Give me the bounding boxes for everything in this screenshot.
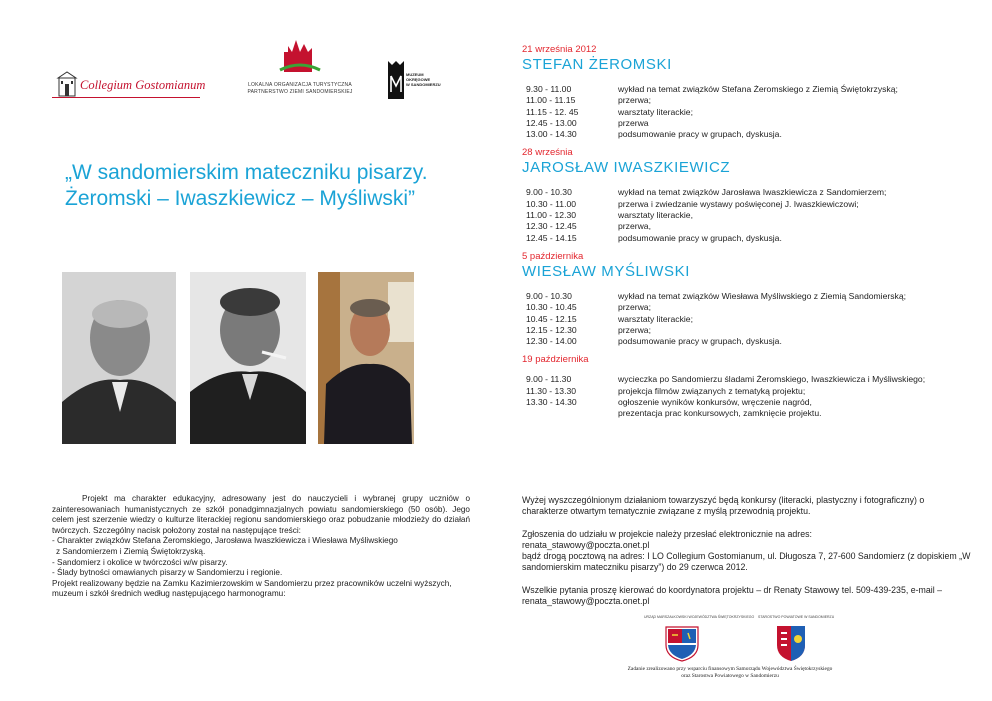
project-description	[52, 494, 470, 600]
museum-logo	[387, 60, 457, 100]
row-desc: przerwa,	[618, 221, 651, 232]
row-desc: warsztaty literackie;	[618, 313, 693, 324]
row-desc: przerwa;	[618, 324, 651, 335]
schedule-row	[522, 386, 972, 397]
portrait-iwaszkiewicz	[190, 272, 306, 444]
description-intro: Projekt ma charakter edukacyjny, adresowany jest do nauczycieli i wybranej grupy uczniów o zainteresowaniach humanistycznych ze szkół ponadgimnazjalnych powiatu sandomierskiego (50 osób). Jego celem jest szerzenie wiedzy o kulturze literackiej regionu sandomierskiego oraz pobudzanie młodzieży do działań twórczych. Szczególny nacisk położony został na następujące treści:	[52, 494, 470, 535]
schedule-row	[522, 233, 972, 244]
schedule-row	[522, 336, 972, 347]
schedule-row	[522, 397, 972, 408]
funding-note	[580, 666, 880, 680]
row-desc: wykład na temat związków Stefana Żeromskiego z Ziemią Świętokrzyską;	[618, 84, 898, 94]
row-time: 9.00 - 10.30	[526, 187, 572, 198]
row-desc: prezentacja prac konkursowych, zamknięcie projektu.	[618, 408, 822, 419]
row-desc: podsumowanie pracy w grupach, dyskusja.	[618, 129, 782, 140]
schedule-row	[522, 291, 972, 302]
row-time: 11.30 - 13.30	[526, 385, 577, 396]
schedule-row	[522, 95, 972, 106]
title-line-2: Żeromski – Iwaszkiewicz – Myśliwski”	[65, 187, 416, 210]
row-time: 11.00 - 12.30	[526, 210, 577, 221]
crest-caption-1: URZĄD MARSZAŁKOWSKI WOJEWÓDZTWA ŚWIĘTOKRZYSKIEGO	[644, 615, 755, 619]
portrait-mysliwski	[318, 272, 414, 444]
schedule-row	[522, 210, 972, 221]
row-desc: warsztaty literackie;	[618, 106, 693, 117]
page-title	[65, 160, 485, 212]
museum-line-1: MUZEUM	[406, 72, 424, 77]
row-desc: projekcja filmów związanych z tematyką projektu;	[618, 385, 806, 396]
description-bullet-1a: - Charakter związków Stefana Żeromskiego, Jarosława Iwaszkiewicza i Wiesława Myśliwskiego	[52, 536, 398, 546]
row-desc: wykład na temat związków Jarosława Iwaszkiewicza z Sandomierzem;	[618, 187, 887, 198]
schedule-row	[522, 107, 972, 118]
collegium-logo-text: Collegium Gostomianum	[80, 78, 206, 92]
info-applications	[522, 529, 972, 574]
funding-line-2: oraz Starostwa Powiatowego w Sandomierzu	[681, 673, 779, 679]
museum-text	[406, 72, 441, 87]
info-competitions: Wyżej wyszczególnionym działaniom towarzyszyć będą konkursy (literacki, plastyczny i fotograficzny) o charakterze otwartym tematycznie związane z myślą przewodnią projektu.	[522, 495, 925, 517]
castle-icon	[278, 36, 322, 76]
schedule-row	[522, 374, 972, 385]
lot-caption-1: LOKALNA ORGANIZACJA TURYSTYCZNA	[248, 82, 352, 88]
row-time: 13.30 - 14.30	[526, 397, 577, 408]
day-date: 5 października	[522, 250, 584, 262]
schedule-row	[522, 118, 972, 129]
day-date: 21 września 2012	[522, 44, 597, 55]
row-desc: przerwa	[618, 117, 649, 128]
row-time: 9.00 - 11.30	[526, 374, 572, 385]
day-author: STEFAN ŻEROMSKI	[522, 56, 672, 73]
row-desc: przerwa;	[618, 302, 651, 313]
description-bullet-3: - Ślady bytności omawianych pisarzy w Sandomierzu i regionie.	[52, 568, 283, 578]
row-time: 11.15 - 12. 45	[526, 106, 579, 117]
collegium-gostomianum-logo	[52, 70, 206, 104]
info-contact: Wszelkie pytania proszę kierować do koordynatora projektu – dr Renaty Stawowy tel. 509-439-235, e-mail – renata_stawowy@poczta.onet.pl	[522, 584, 943, 607]
row-desc: podsumowanie pracy w grupach, dyskusja.	[618, 336, 782, 347]
title-line-1: „W sandomierskim mateczniku pisarzy.	[65, 161, 428, 184]
funding-line-1: Zadanie zrealizowano przy wsparciu finansowym Samorządu Województwa Świętokrzyskiego	[627, 666, 833, 672]
schedule-day	[522, 251, 972, 347]
voivodeship-crest-icon	[662, 623, 702, 663]
row-desc: przerwa;	[618, 95, 651, 106]
row-time: 12.30 - 14.00	[526, 336, 577, 347]
row-time	[522, 408, 618, 419]
day-date: 28 września	[522, 147, 573, 159]
row-time: 9.30 - 11.00	[526, 84, 572, 94]
lot-caption-2: PARTNERSTWO ZIEMI SANDOMIERSKIEJ	[247, 89, 353, 95]
row-desc: warsztaty literackie,	[618, 210, 693, 221]
row-time: 10.30 - 10.45	[526, 302, 577, 313]
row-desc: podsumowanie pracy w grupach, dyskusja.	[618, 232, 782, 243]
museum-line-3: W SANDOMIERZU	[406, 82, 441, 87]
schedule-row	[522, 199, 972, 210]
row-time: 11.00 - 11.15	[526, 95, 576, 106]
row-desc: przerwa i zwiedzanie wystawy poświęconej J. Iwaszkiewiczowi;	[618, 198, 859, 209]
schedule-row	[522, 325, 972, 336]
logo-rule	[52, 97, 200, 98]
crest-caption-2: STAROSTWO POWIATOWE W SANDOMIERZU	[758, 615, 835, 619]
row-time: 13.00 - 14.30	[526, 129, 577, 140]
schedule-row	[522, 314, 972, 325]
portrait-zeromski	[62, 272, 176, 444]
row-time: 12.30 - 12.45	[526, 221, 577, 232]
row-time: 12.15 - 12.30	[526, 324, 577, 335]
college-building-icon	[56, 70, 78, 100]
schedule-day	[522, 147, 972, 243]
row-time: 10.30 - 11.00	[526, 198, 577, 209]
museum-line-2: OKRĘGOWE	[406, 77, 431, 82]
museum-crown-icon	[387, 60, 405, 100]
day-author: JAROSŁAW IWASZKIEWICZ	[522, 159, 731, 177]
participation-info	[522, 495, 972, 618]
info-email-link[interactable]: renata_stawowy@poczta.onet.pl	[522, 539, 650, 550]
lot-logo	[240, 36, 360, 102]
info-applications-intro: Zgłoszenia do udziału w projekcie należy przesłać elektronicznie na adres:	[522, 528, 812, 539]
row-time: 12.45 - 14.15	[526, 232, 577, 243]
schedule-row	[522, 84, 972, 95]
info-postal: bądź drogą pocztową na adres: I LO Collegium Gostomianum, ul. Długosza 7, 27-600 Sandomierz (z dopiskiem „W sandomierskim mateczniku pisarzy”) do 29 czerwca 2012.	[522, 551, 971, 573]
row-desc: ogłoszenie wyników konkursów, wręczenie nagród,	[618, 397, 812, 408]
schedule-day	[522, 354, 972, 419]
description-bullet-2: - Sandomierz i okolice w twórczości w/w pisarzy.	[52, 557, 228, 567]
row-time: 12.45 - 13.00	[526, 117, 577, 128]
schedule-row	[522, 302, 972, 313]
description-closing: Projekt realizowany będzie na Zamku Kazimierzowskim w Sandomierzu przez pracowników uczelni wyższych, muzeum i szkół średnich według następującego harmonogramu:	[52, 578, 452, 599]
row-time: 10.45 - 12.15	[526, 313, 577, 324]
schedule-row	[522, 187, 972, 198]
day-author: WIESŁAW MYŚLIWSKI	[522, 262, 691, 280]
county-crest-icon	[774, 623, 808, 663]
description-bullet-1b: z Sandomierzem i Ziemią Świętokrzyską.	[56, 546, 206, 556]
schedule	[522, 44, 972, 427]
row-time: 9.00 - 10.30	[526, 290, 572, 301]
schedule-row	[522, 408, 972, 419]
row-desc: wycieczka po Sandomierzu śladami Żeromskiego, Iwaszkiewicza i Myśliwskiego;	[618, 374, 926, 385]
schedule-row	[522, 221, 972, 232]
day-date: 19 października	[522, 354, 589, 366]
schedule-day	[522, 44, 972, 140]
schedule-row	[522, 129, 972, 140]
row-desc: wykład na temat związków Wiesława Myśliwskiego z Ziemią Sandomierską;	[618, 290, 906, 301]
